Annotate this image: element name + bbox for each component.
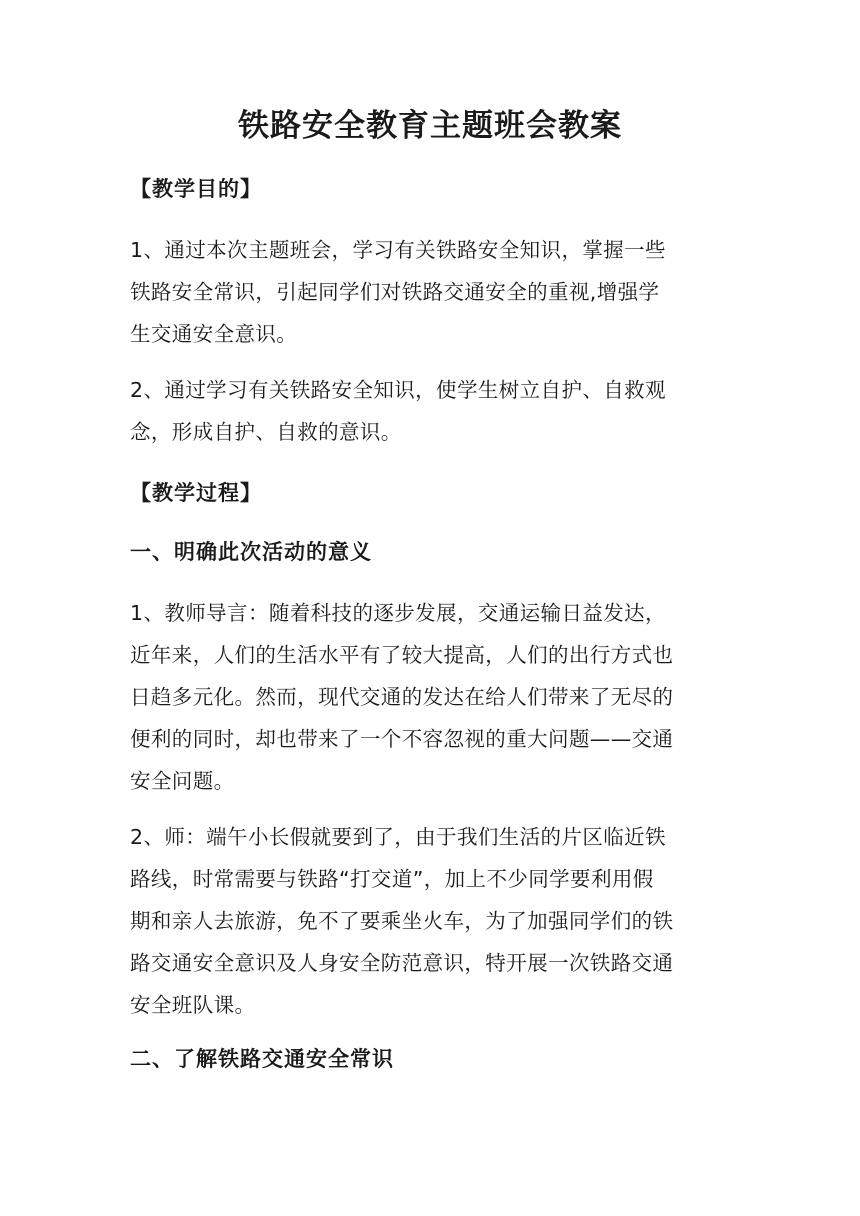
paragraph-line: 近年来，人们的生活水平有了较大提高，人们的出行方式也 bbox=[130, 643, 674, 667]
paragraph-line: 路交通安全意识及人身安全防范意识，特开展一次铁路交通 bbox=[130, 951, 674, 975]
part-one-heading: 一、明确此次活动的意义 bbox=[130, 540, 372, 564]
objective-paragraph-1 bbox=[130, 229, 730, 355]
paragraph-line: 便利的同时，却也带来了一个不容忽视的重大问题——交通 bbox=[130, 727, 674, 751]
paragraph-line: 1、教师导言：随着科技的逐步发展，交通运输日益发达， bbox=[130, 601, 666, 625]
paragraph-line: 铁路安全常识，引起同学们对铁路交通安全的重视,增强学 bbox=[130, 280, 660, 304]
paragraph-line: 期和亲人去旅游，免不了要乘坐火车，为了加强同学们的铁 bbox=[130, 909, 674, 933]
paragraph-line: 2、师：端午小长假就要到了，由于我们生活的片区临近铁 bbox=[130, 825, 666, 849]
paragraph-line: 1、通过本次主题班会，学习有关铁路安全知识，掌握一些 bbox=[130, 238, 666, 262]
paragraph-line: 2、通过学习有关铁路安全知识，使学生树立自护、自救观 bbox=[130, 378, 666, 402]
part-one-paragraph-2 bbox=[130, 816, 730, 1026]
document-title: 铁路安全教育主题班会教案 bbox=[238, 108, 622, 144]
paragraph-line: 生交通安全意识。 bbox=[130, 322, 298, 346]
paragraph-line: 安全班队课。 bbox=[130, 993, 256, 1017]
paragraph-line: 日趋多元化。然而，现代交通的发达在给人们带来了无尽的 bbox=[130, 685, 674, 709]
paragraph-line: 路线，时常需要与铁路“打交道”，加上不少同学要利用假 bbox=[130, 867, 654, 891]
paragraph-line: 念，形成自护、自救的意识。 bbox=[130, 420, 402, 444]
part-two-heading: 二、了解铁路交通安全常识 bbox=[130, 1047, 394, 1071]
paragraph-line: 安全问题。 bbox=[130, 769, 235, 793]
objective-paragraph-2 bbox=[130, 369, 730, 453]
part-one-paragraph-1 bbox=[130, 592, 730, 802]
process-heading: 【教学过程】 bbox=[130, 481, 262, 505]
objective-heading: 【教学目的】 bbox=[130, 177, 262, 201]
